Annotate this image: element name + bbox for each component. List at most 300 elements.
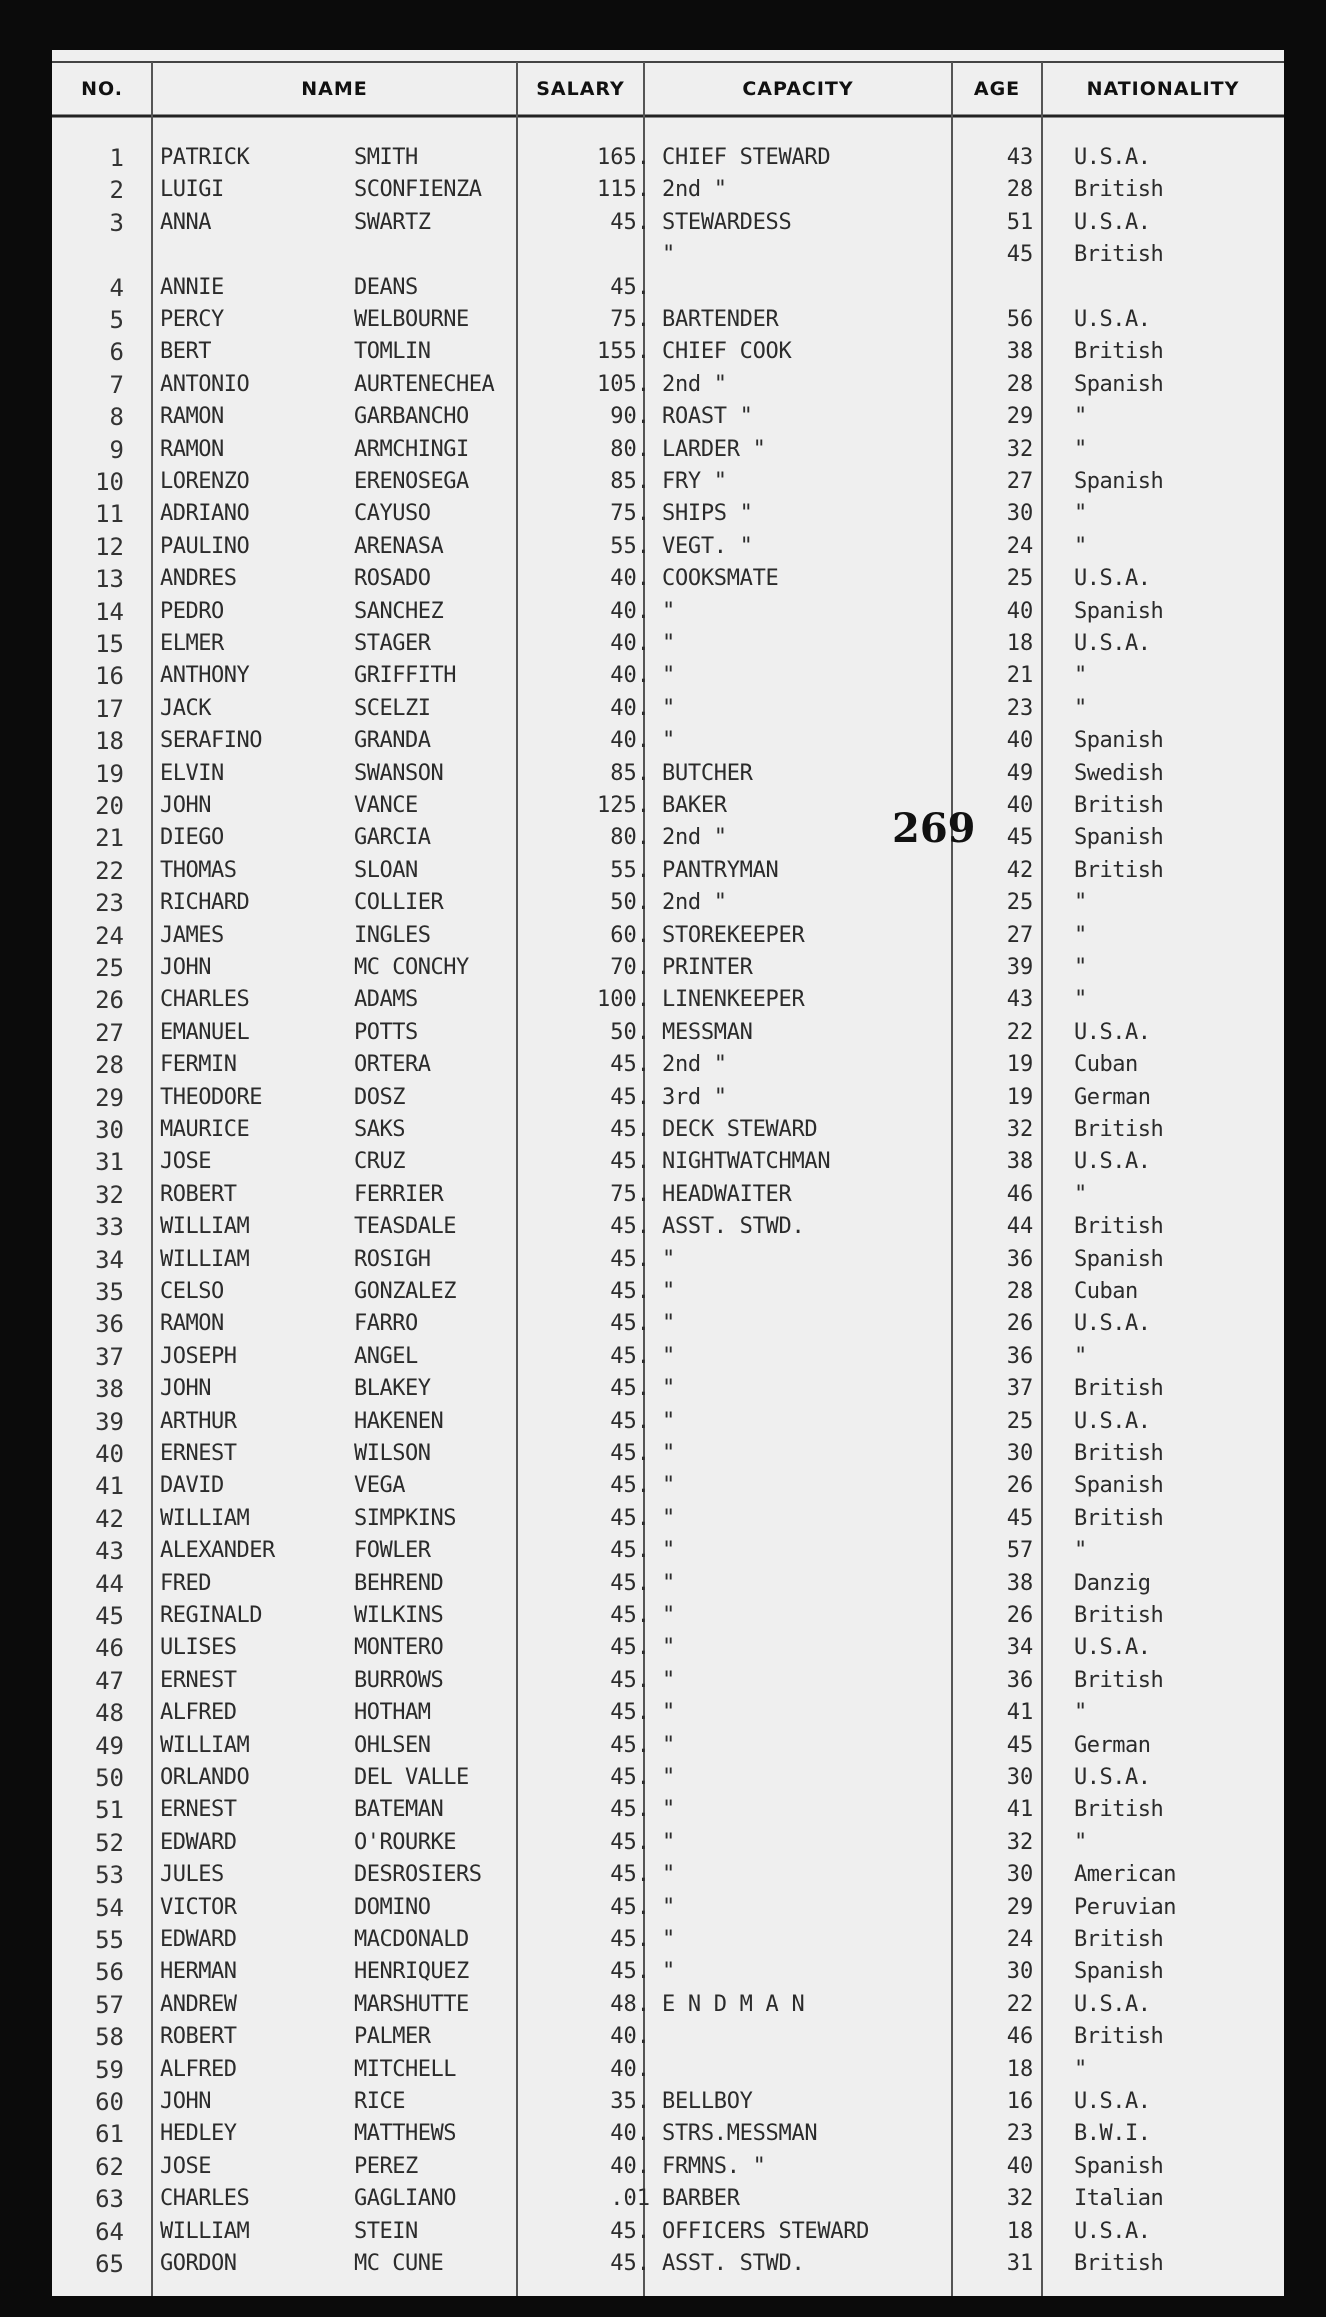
row-number-cell: 21 [95,824,124,853]
capacity-cell: E N D M A N [662,1991,805,2017]
age-cell: 46 [1006,1181,1034,1207]
nationality-cell: British [1074,1667,1164,1693]
nationality-cell: " [1074,987,1087,1013]
row-number-cell: 64 [95,2217,124,2246]
salary-cell: 40. [610,663,650,689]
age-cell: 57 [1006,1538,1034,1564]
capacity-cell: BARTENDER [662,307,779,332]
first-name-cell: JOHN [160,955,211,980]
row-number-cell: 27 [95,1018,124,1047]
age-cell: 38 [1006,339,1034,365]
age-cell: 32 [1006,1117,1034,1142]
table-row [52,272,1284,304]
table-row [52,2151,1284,2183]
row-number-cell: 5 [109,306,124,334]
age-cell: 41 [1006,1700,1034,1726]
age-cell: 36 [1006,1667,1034,1693]
last-name-cell: VANCE [354,793,418,818]
nationality-cell: Spanish [1074,2153,1164,2179]
first-name-cell: FERMIN [160,1052,237,1078]
table-row [52,887,1284,919]
salary-cell: 40. [610,728,650,754]
salary-cell: 45. [610,1311,650,1337]
nationality-cell: British [1074,1505,1164,1531]
last-name-cell: MACDONALD [354,1927,469,1952]
row-number-cell: 50 [95,1764,124,1792]
age-cell: 30 [1006,1959,1034,1985]
capacity-cell: 3rd " [662,1084,727,1110]
last-name-cell: SLOAN [354,857,418,883]
first-name-cell: LUIGI [160,177,224,203]
capacity-cell: " [662,728,675,754]
table-row [52,434,1284,466]
first-name-cell: CELSO [160,1279,224,1304]
age-cell: 37 [1006,1376,1034,1402]
age-cell: 36 [1006,1246,1034,1272]
salary-cell: 45. [610,1408,650,1434]
age-cell: 18 [1006,631,1034,656]
nationality-cell: " [1074,436,1087,462]
salary-cell: 45. [610,1797,650,1823]
age-cell: 40 [1006,728,1034,754]
salary-cell: 45. [610,1603,650,1628]
capacity-cell: " [662,1376,675,1402]
age-cell: 21 [1006,663,1034,689]
first-name-cell: JOHN [160,1376,211,1402]
last-name-cell: MARSHUTTE [354,1991,469,2017]
table-row [52,1308,1284,1340]
row-number-cell: 19 [95,759,124,788]
first-name-cell [160,239,350,271]
last-name-cell: SCONFIENZA [354,177,482,203]
table-row [52,1244,1284,1276]
first-name-cell: FRED [160,1570,211,1596]
first-name-cell: JAMES [160,922,224,948]
capacity-cell: " [662,1505,675,1531]
salary-cell: 75. [610,307,650,332]
nationality-cell: " [1074,1700,1087,1726]
row-number-cell: 35 [95,1278,124,1306]
nationality-cell: Spanish [1074,598,1164,624]
row-number-cell: 20 [95,792,124,820]
age-cell: 45 [1006,1505,1034,1531]
nationality-cell: British [1074,1117,1164,1142]
age-cell: 26 [1006,1473,1034,1499]
nationality-cell: Spanish [1074,1246,1164,1272]
table-row [52,1730,1284,1762]
row-number-cell: 1 [109,144,124,172]
capacity-cell: BAKER [662,793,727,818]
capacity-cell [662,2054,1002,2086]
header-age: AGE [973,78,1021,100]
age-cell: 36 [1006,1343,1034,1369]
last-name-cell: WELBOURNE [354,307,469,332]
capacity-cell: " [662,1765,675,1790]
table-row [52,1697,1284,1729]
nationality-cell: Spanish [1074,469,1164,494]
age-cell: 22 [1006,1991,1034,2017]
capacity-cell: LARDER " [662,436,766,462]
row-number-cell: 3 [109,208,124,237]
row-number-cell: 30 [95,1116,124,1144]
table-row [52,2216,1284,2248]
first-name-cell: GORDON [160,2251,237,2276]
row-number-cell: 16 [95,662,124,691]
last-name-cell: PEREZ [354,2153,418,2179]
last-name-cell: SIMPKINS [354,1505,456,1531]
capacity-cell: " [662,242,675,268]
salary-cell: 40. [610,2056,650,2082]
first-name-cell: RAMON [160,404,224,430]
nationality-cell: British [1074,1797,1164,1823]
last-name-cell: AURTENECHEA [354,371,495,397]
row-number-cell: 48 [95,1699,124,1728]
salary-cell: 45. [610,1246,650,1272]
row-number-cell: 25 [95,954,124,982]
table-row [52,1341,1284,1373]
nationality-cell: " [1074,1343,1087,1369]
salary-cell: 45. [610,1117,650,1142]
row-number-cell: 51 [95,1796,124,1825]
last-name-cell: OHLSEN [354,1732,431,1758]
table-row [52,1146,1284,1178]
table-row [52,920,1284,952]
capacity-cell: SHIPS " [662,501,753,527]
row-number-cell [64,239,134,271]
table-row [52,1503,1284,1535]
row-number-cell: 45 [95,1602,124,1630]
row-number-cell: 32 [95,1180,124,1209]
first-name-cell: EDWARD [160,1829,237,1855]
nationality-cell: " [1074,501,1087,527]
capacity-cell: OFFICERS STEWARD [662,2218,870,2244]
first-name-cell: JULES [160,1862,224,1888]
nationality-cell: Cuban [1074,1279,1138,1304]
last-name-cell: ARMCHINGI [354,436,469,462]
age-cell: 30 [1006,1765,1034,1790]
salary-cell: 85. [610,469,650,494]
table-row [52,174,1284,206]
first-name-cell: ARTHUR [160,1408,237,1434]
first-name-cell: ANDREW [160,1991,237,2017]
salary-cell: 45. [610,1214,650,1240]
first-name-cell: ANNA [160,209,211,235]
nationality-cell: U.S.A. [1074,2089,1151,2114]
salary-cell: 60. [610,922,650,948]
age-cell: 24 [1006,533,1034,559]
salary-cell: 40. [610,695,650,721]
age-cell: 45 [1006,242,1034,268]
header-no: NO. [81,78,123,100]
table-row [52,984,1284,1016]
row-number-cell: 34 [95,1245,124,1274]
first-name-cell: ALFRED [160,2056,237,2082]
row-number-cell: 11 [95,500,124,529]
last-name-cell: ROSIGH [354,1246,431,1272]
capacity-cell: CHIEF COOK [662,339,792,365]
row-number-cell: 58 [95,2023,124,2052]
last-name-cell: INGLES [354,922,431,948]
last-name-cell: MC CUNE [354,2251,444,2276]
age-cell: 40 [1006,598,1034,624]
nationality-cell: U.S.A. [1074,1019,1151,1045]
capacity-cell: " [662,631,675,656]
nationality-cell: " [1074,533,1087,559]
first-name-cell: PAULINO [160,533,250,559]
nationality-cell: " [1074,695,1087,721]
row-number-cell: 14 [95,597,124,626]
nationality-cell: U.S.A. [1074,209,1151,235]
nationality-cell: U.S.A. [1074,1408,1151,1434]
first-name-cell: RAMON [160,436,224,462]
nationality-cell: U.S.A. [1074,631,1151,656]
first-name-cell: ERNEST [160,1797,237,1823]
salary-cell: 45. [610,1052,650,1078]
capacity-cell: 2nd " [662,890,727,916]
last-name-cell: ARENASA [354,533,444,559]
capacity-cell: " [662,1829,675,1855]
row-number-cell: 4 [109,273,124,302]
salary-cell: 45. [610,274,650,300]
salary-cell: 155. [597,339,650,365]
last-name-cell: MC CONCHY [354,955,469,980]
first-name-cell: JOSEPH [160,1343,237,1369]
capacity-cell: " [662,1570,675,1596]
first-name-cell: JACK [160,695,211,721]
table-row [52,855,1284,887]
table-row [52,628,1284,660]
nationality-cell: U.S.A. [1074,145,1151,170]
age-cell: 28 [1006,1279,1034,1304]
first-name-cell: PATRICK [160,145,250,170]
nationality-cell: British [1074,793,1164,818]
salary-cell: 45. [610,1927,650,1952]
salary-cell: 45. [610,1862,650,1888]
capacity-cell: STEWARDESS [662,209,792,235]
header-capacity: CAPACITY [742,78,854,100]
age-cell: 19 [1006,1084,1034,1110]
age-cell: 26 [1006,1603,1034,1628]
capacity-cell [662,2021,1002,2053]
last-name-cell: FARRO [354,1311,418,1337]
nationality-cell: Spanish [1074,1959,1164,1985]
salary-cell: 40. [610,566,650,592]
age-cell: 30 [1006,1862,1034,1888]
first-name-cell: ALEXANDER [160,1538,275,1564]
capacity-cell: " [662,1311,675,1337]
last-name-cell: FERRIER [354,1181,444,1207]
salary-cell: 100. [597,987,650,1013]
age-cell: 28 [1006,371,1034,397]
first-name-cell: ROBERT [160,1181,237,1207]
nationality-cell: British [1074,2024,1164,2050]
table-row [52,1600,1284,1632]
nationality-cell: " [1074,2056,1087,2082]
nationality-cell: U.S.A. [1074,1991,1151,2017]
capacity-cell: " [662,1732,675,1758]
last-name-cell: BLAKEY [354,1376,431,1402]
table-row [52,660,1284,692]
table-row [52,304,1284,336]
age-cell: 27 [1006,922,1034,948]
capacity-cell: " [662,1700,675,1726]
capacity-cell: " [662,1667,675,1693]
last-name-cell: GAGLIANO [354,2186,456,2212]
last-name-cell: FOWLER [354,1538,431,1564]
salary-cell: 45. [610,1700,650,1726]
nationality-cell: Spanish [1074,728,1164,754]
row-number-cell: 18 [95,727,124,756]
last-name-cell: STEIN [354,2218,418,2244]
table-row [52,1568,1284,1600]
last-name-cell: SWANSON [354,760,444,786]
nationality-cell: B.W.I. [1074,2121,1151,2147]
nationality-cell: British [1074,1441,1164,1466]
last-name-cell: HAKENEN [354,1408,444,1434]
nationality-cell: Cuban [1074,1052,1138,1078]
last-name-cell: MONTERO [354,1635,444,1661]
age-cell: 22 [1006,1019,1034,1045]
age-cell: 29 [1006,1894,1034,1920]
nationality-cell: British [1074,1376,1164,1402]
capacity-cell: " [662,1959,675,1985]
nationality-cell: U.S.A. [1074,1149,1151,1175]
capacity-cell: " [662,695,675,721]
capacity-cell: " [662,1603,675,1628]
salary-cell: 45. [610,1473,650,1499]
row-number-cell: 15 [95,630,124,658]
age-cell: 16 [1006,2089,1034,2114]
row-number-cell: 60 [95,2088,124,2116]
row-number-cell: 10 [95,468,124,496]
salary-cell: 165. [597,145,650,170]
capacity-cell: 2nd " [662,371,727,397]
row-number-cell: 6 [109,338,124,367]
age-cell: 27 [1006,469,1034,494]
table-row [52,2086,1284,2118]
capacity-cell: " [662,1635,675,1661]
row-number-cell: 53 [95,1861,124,1890]
row-number-cell: 37 [95,1342,124,1371]
first-name-cell: ELMER [160,631,224,656]
first-name-cell: WILLIAM [160,1246,250,1272]
last-name-cell: COLLIER [354,890,444,916]
salary-cell: 80. [610,825,650,851]
capacity-cell: LINENKEEPER [662,987,805,1013]
age-cell: 46 [1006,2024,1034,2050]
nationality-cell: Swedish [1074,760,1164,786]
capacity-cell: PANTRYMAN [662,857,779,883]
last-name-cell: SWARTZ [354,209,431,235]
capacity-cell: " [662,1927,675,1952]
first-name-cell: ANNIE [160,274,224,300]
nationality-cell: " [1074,1538,1087,1564]
age-cell: 34 [1006,1635,1034,1661]
table-row [52,1082,1284,1114]
nationality-cell: American [1074,1862,1176,1888]
first-name-cell: WILLIAM [160,1732,250,1758]
row-number-cell: 49 [95,1731,124,1760]
age-cell: 32 [1006,436,1034,462]
salary-cell: 45. [610,1343,650,1369]
last-name-cell: BURROWS [354,1667,444,1693]
nationality-cell: British [1074,2251,1164,2276]
row-number-cell: 12 [95,532,124,561]
age-cell: 51 [1006,209,1034,235]
table-row [52,1956,1284,1988]
table-row [52,1535,1284,1567]
capacity-cell: " [662,598,675,624]
table-row [52,1892,1284,1924]
last-name-cell: WILSON [354,1441,431,1466]
header-name: NAME [301,78,368,100]
last-name-cell: BEHREND [354,1570,444,1596]
last-name-cell: DEL VALLE [354,1765,469,1790]
nationality-cell: U.S.A. [1074,2218,1151,2244]
salary-cell: 45. [610,2218,650,2244]
salary-cell: 40. [610,2153,650,2179]
table-row [52,336,1284,368]
first-name-cell: RICHARD [160,890,250,916]
last-name-cell: CRUZ [354,1149,405,1175]
salary-cell: 45. [610,2251,650,2276]
table-row [52,1179,1284,1211]
table-row [52,952,1284,984]
last-name-cell: BATEMAN [354,1797,444,1823]
first-name-cell: THOMAS [160,857,237,883]
table-row [52,1762,1284,1794]
nationality-cell: " [1074,955,1087,980]
row-number-cell: 46 [95,1634,124,1663]
manifest-sheet [52,50,1284,2296]
capacity-cell: HEADWAITER [662,1181,792,1207]
table-row [52,1470,1284,1502]
nationality-cell: U.S.A. [1074,1765,1151,1790]
row-number-cell: 43 [95,1537,124,1566]
capacity-cell: DECK STEWARD [662,1117,818,1142]
table-row [52,369,1284,401]
salary-cell: 50. [610,1019,650,1045]
page-number-stamp: 269 [892,805,976,852]
last-name-cell: HOTHAM [354,1700,431,1726]
first-name-cell: ORLANDO [160,1765,250,1790]
capacity-cell: BELLBOY [662,2089,753,2114]
table-row [52,142,1284,174]
row-number-cell: 9 [109,435,124,464]
table-row [52,531,1284,563]
row-number-cell: 52 [95,1828,124,1857]
table-row [52,1438,1284,1470]
nationality-cell: U.S.A. [1074,1635,1151,1661]
salary-cell: 45. [610,209,650,235]
first-name-cell: MAURICE [160,1117,250,1142]
last-name-cell: MATTHEWS [354,2121,456,2147]
table-row [52,2248,1284,2280]
nationality-cell: Peruvian [1074,1894,1176,1920]
header-salary: SALARY [536,78,625,100]
salary-cell: 40. [610,2121,650,2147]
table-row [52,466,1284,498]
salary-cell: 55. [610,857,650,883]
last-name-cell: TEASDALE [354,1214,456,1240]
capacity-cell: PRINTER [662,955,753,980]
capacity-cell: " [662,1473,675,1499]
first-name-cell: EMANUEL [160,1019,250,1045]
nationality-cell: " [1074,1181,1087,1207]
salary-cell: 75. [610,1181,650,1207]
salary-cell: 45. [610,1149,650,1175]
table-row [52,1632,1284,1664]
